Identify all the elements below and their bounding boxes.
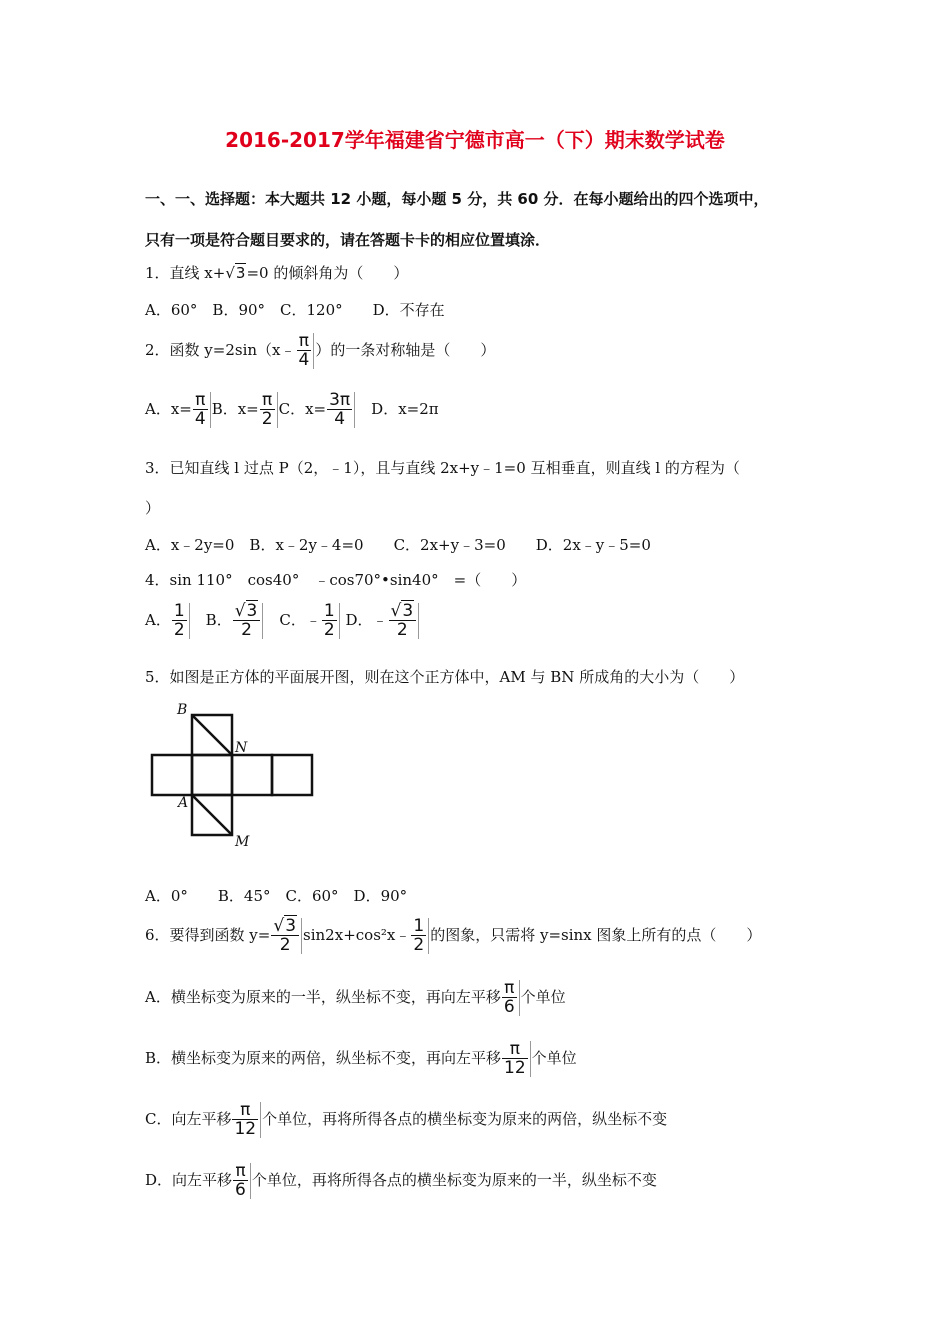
question-4-options	[145, 603, 420, 639]
q1-root: 3	[235, 264, 246, 282]
q2-fraction	[297, 333, 315, 369]
question-2-options	[145, 392, 439, 428]
frac-num	[271, 918, 299, 935]
frac-num: π	[240, 1100, 251, 1120]
sqrt-symbol: √3	[390, 601, 414, 621]
section-heading-line1: 一、一、选择题：本大题共 12 小题，每小题 5 分，共 60 分．在每小题给出的四个选项中，	[145, 190, 769, 208]
q6-stem-pre: 6．要得到函数 y=	[145, 926, 271, 944]
q2-b-fraction	[260, 392, 278, 428]
label-m: M	[235, 834, 250, 850]
frac-den: 12	[234, 1119, 257, 1139]
label-a: A	[178, 795, 189, 811]
frac-den: 2	[413, 935, 425, 955]
label-n: N	[235, 740, 248, 756]
label-b: B	[177, 702, 188, 718]
net-square-right	[232, 755, 272, 795]
frac-num: 1	[173, 601, 185, 621]
q1-stem-post: =0 的倾斜角为（ ）	[246, 264, 409, 282]
option-text-pre: A．横坐标变为原来的一半，纵坐标不变，再向左平移	[145, 988, 501, 1006]
question-6	[145, 918, 761, 954]
option-text-post: 个单位，再将所得各点的横坐标变为原来的一半，纵坐标不变	[251, 1171, 657, 1189]
q6-b-fraction	[502, 1041, 531, 1077]
cube-net-figure	[145, 700, 325, 850]
frac-den: 2	[271, 935, 299, 954]
q6-a-fraction	[502, 980, 520, 1016]
question-3-line2: ）	[145, 499, 161, 517]
question-4: 4．sin 110° cos40° ﹣cos70°•sin40° =（ ）	[145, 571, 527, 589]
frac-num: π	[504, 978, 515, 998]
question-3-line1: 3．已知直线 l 过点 P（2，﹣1），且与直线 2x+y﹣1=0 互相垂直，则直线 l 的方程为（	[145, 459, 740, 477]
q6-sqrt-fraction	[271, 918, 302, 954]
q6-stem-post: 的图象，只需将 y=sinx 图象上所有的点（ ）	[430, 926, 762, 944]
option-text-pre: C．向左平移	[145, 1110, 232, 1128]
question-5-options: A．0° B．45° C．60° D．90°	[145, 887, 408, 905]
frac-den: 4	[327, 409, 352, 428]
q2-a-fraction	[193, 392, 211, 428]
q4-b-fraction	[233, 603, 264, 639]
frac-num: π	[195, 390, 206, 410]
q2-option-d: D．x=2π	[356, 400, 439, 418]
question-1-options: A．60° B．90° C．120° D．不存在	[145, 301, 445, 319]
frac-num	[233, 603, 261, 620]
q2-option-b: B．x=	[211, 400, 259, 418]
q2-stem-pre: 2．函数 y=2sin（x﹣	[145, 341, 296, 359]
frac-den: 6	[503, 997, 515, 1017]
q2-option-c: C．x=	[278, 400, 327, 418]
net-square-far-right	[272, 755, 312, 795]
frac-num: π	[262, 390, 273, 410]
frac-den: 2	[389, 620, 417, 639]
option-text-pre: B．横坐标变为原来的两倍，纵坐标不变，再向左平移	[145, 1049, 502, 1067]
q2-option-a: A．x=	[145, 400, 192, 418]
option-text-post: 个单位	[531, 1049, 577, 1067]
q1-stem-pre: 1．直线 x+	[145, 264, 226, 282]
q4-d-fraction	[389, 603, 420, 639]
question-6-option-b	[145, 1041, 577, 1077]
option-text-post: 个单位	[520, 988, 566, 1006]
option-text-pre: D．向左平移	[145, 1171, 233, 1189]
sqrt-symbol: √3	[273, 916, 297, 936]
section-heading-line2: 只有一项是符合题目要求的，请在答题卡卡的相应位置填涂．	[145, 231, 551, 249]
question-1	[145, 262, 408, 283]
frac-den: 12	[504, 1058, 526, 1078]
sqrt-symbol: √3	[225, 264, 246, 282]
radicand: 3	[402, 601, 414, 621]
segment-am	[192, 795, 232, 835]
frac-den: 4	[194, 409, 206, 429]
net-square-left	[152, 755, 192, 795]
question-6-option-d	[145, 1163, 657, 1199]
q2-den: 4	[298, 350, 310, 370]
frac-den: 2	[173, 620, 185, 640]
frac-den: 6	[235, 1180, 246, 1200]
question-6-option-a	[145, 980, 566, 1016]
q4-a-fraction	[172, 603, 190, 639]
q4-option-a: A．	[145, 611, 171, 629]
frac-den: 2	[233, 620, 261, 639]
q6-half-fraction	[411, 918, 429, 954]
question-3-options: A．x﹣2y=0 B．x﹣2y﹣4=0 C．2x+y﹣3=0 D．2x﹣y﹣5=0	[145, 536, 651, 554]
segment-bn	[192, 715, 232, 755]
q6-stem-mid: sin2x+cos²x﹣	[303, 926, 411, 944]
frac-den: 2	[323, 620, 335, 640]
q4-option-c: C．﹣	[264, 611, 321, 629]
question-2	[145, 333, 495, 369]
q4-c-fraction	[322, 603, 340, 639]
frac-num: π	[509, 1039, 520, 1059]
q6-c-fraction	[232, 1102, 261, 1138]
q2-stem-post: ）的一条对称轴是（ ）	[315, 341, 496, 359]
frac-den: 2	[261, 409, 273, 429]
q4-option-b: B．	[190, 611, 232, 629]
option-text-post: 个单位，再将所得各点的横坐标变为原来的两倍，纵坐标不变	[262, 1110, 668, 1128]
radicand: 3	[285, 916, 297, 936]
frac-num: 1	[413, 916, 425, 936]
q2-c-fraction	[327, 392, 355, 428]
net-square-center	[192, 755, 232, 795]
radicand: 3	[246, 601, 258, 621]
frac-num: 1	[323, 601, 335, 621]
frac-num: π	[235, 1161, 246, 1181]
question-5: 5．如图是正方体的平面展开图，则在这个正方体中，AM 与 BN 所成角的大小为（ ）	[145, 668, 745, 686]
frac-num	[389, 603, 417, 620]
q6-d-fraction	[233, 1163, 251, 1199]
page-title: 2016-2017学年福建省宁德市高一（下）期末数学试卷	[225, 128, 725, 152]
q2-num: π	[298, 331, 310, 351]
question-6-option-c	[145, 1102, 667, 1138]
q4-option-d: D．﹣	[345, 611, 388, 629]
frac-num: 3π	[329, 390, 351, 410]
sqrt-symbol: √3	[234, 601, 258, 621]
